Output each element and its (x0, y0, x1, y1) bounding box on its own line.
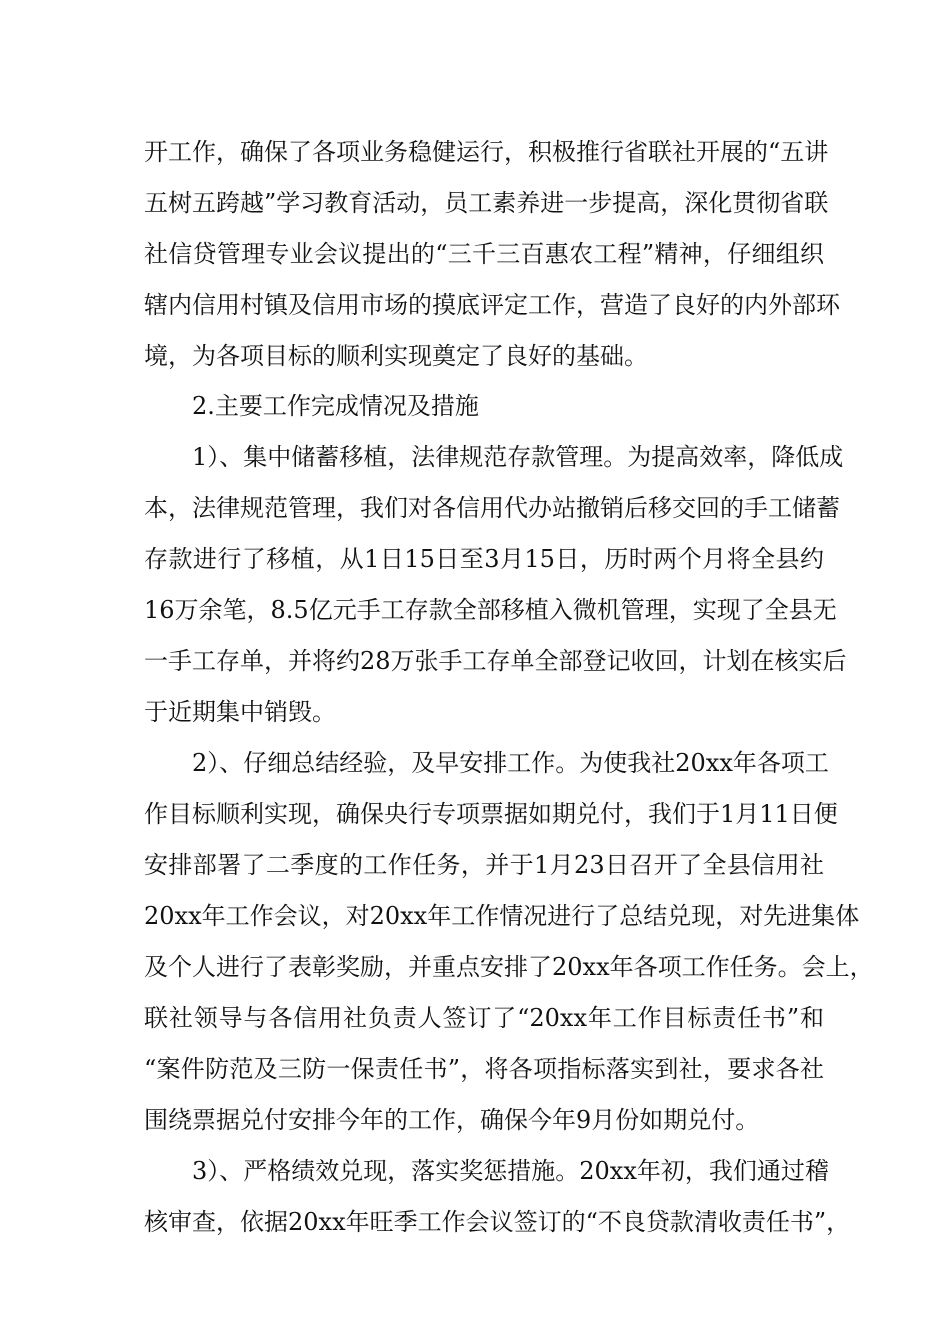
paragraph-first-line: 3）、严格绩效兑现，落实奖惩措施。20xx年初，我们通过稽 (192, 1157, 829, 1185)
text-line: 辖内信用村镇及信用市场的摸底评定工作，营造了良好的内外部环 (144, 291, 840, 319)
text-line: 核审查，依据20xx年旺季工作会议签订的“不良贷款清收责任书”， (144, 1208, 851, 1236)
text-line: 五树五跨越”学习教育活动，员工素养进一步提高，深化贯彻省联 (144, 189, 829, 217)
paragraph-first-line: 1）、集中储蓄移植，法律规范存款管理。为提高效率，降低成 (192, 443, 844, 471)
text-line: 作目标顺利实现，确保央行专项票据如期兑付，我们于1月11日便 (144, 800, 838, 828)
section-heading: 2.主要工作完成情况及措施 (192, 392, 479, 420)
text-line: 及个人进行了表彰奖励，并重点安排了20xx年各项工作任务。会上， (144, 953, 874, 981)
text-line: 本，法律规范管理，我们对各信用代办站撤销后移交回的手工储蓄 (144, 494, 840, 522)
text-line: 于近期集中销毁。 (144, 698, 336, 726)
text-line: 社信贷管理专业会议提出的“三千三百惠农工程”精神，仔细组织 (144, 240, 824, 268)
text-line: “案件防范及三防一保责任书”，将各项指标落实到社，要求各社 (144, 1055, 824, 1083)
paragraph-first-line: 2）、仔细总结经验，及早安排工作。为使我社20xx年各项工 (192, 749, 829, 777)
text-line: 一手工存单，并将约28万张手工存单全部登记收回，计划在核实后 (144, 647, 847, 675)
text-line: 存款进行了移植，从1日15日至3月15日，历时两个月将全县约 (144, 545, 824, 573)
text-line: 16万余笔，8.5亿元手工存款全部移植入微机管理，实现了全县无 (144, 596, 837, 624)
text-line: 境，为各项目标的顺利实现奠定了良好的基础。 (144, 342, 648, 370)
text-line: 安排部署了二季度的工作任务，并于1月23日召开了全县信用社 (144, 851, 824, 879)
text-line: 围绕票据兑付安排今年的工作，确保今年9月份如期兑付。 (144, 1106, 760, 1134)
text-line: 联社领导与各信用社负责人签订了“20xx年工作目标责任书”和 (144, 1004, 824, 1032)
text-line: 开工作，确保了各项业务稳健运行，积极推行省联社开展的“五讲 (144, 138, 829, 166)
text-line: 20xx年工作会议，对20xx年工作情况进行了总结兑现，对先进集体 (144, 902, 860, 930)
